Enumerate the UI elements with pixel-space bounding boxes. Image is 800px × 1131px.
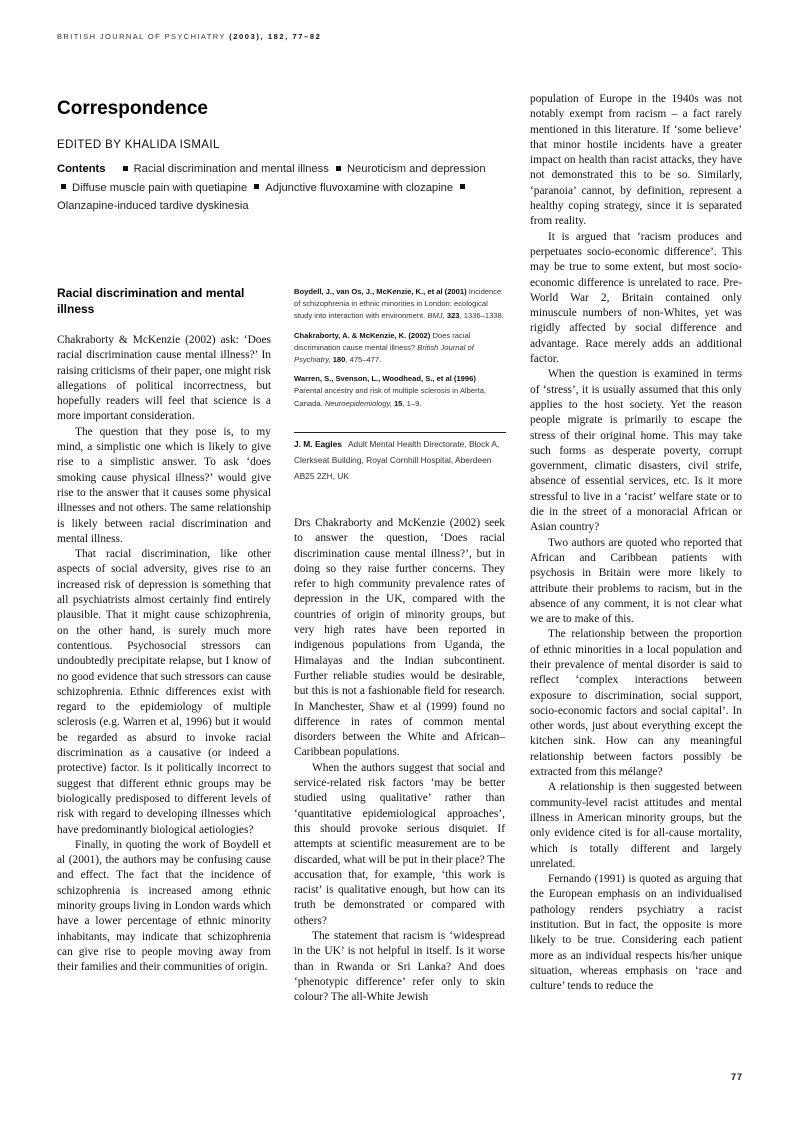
reference-pages: , 475–477. <box>345 355 382 365</box>
journal-citation: (2003), 182, 77–82 <box>229 32 322 41</box>
author-name: J. M. Eagles <box>294 439 342 449</box>
editor-line: EDITED BY KHALIDA ISMAIL <box>57 139 220 151</box>
bullet-square-icon <box>254 184 259 189</box>
contents-item: Racial discrimination and mental illness <box>133 163 329 175</box>
divider <box>294 432 506 433</box>
bullet-square-icon <box>460 184 465 189</box>
affiliation-text: Adult Mental Health Directorate, Block A, Clerkseat Building, Royal Cornhill Hospital, Aberdeen AB25 2ZH, UK <box>294 439 500 481</box>
page-title: Correspondence <box>57 98 208 119</box>
contents-list <box>57 160 497 216</box>
paragraph: The question that they pose is, to my mind, a simplistic one which is likely to give rise to a simplistic answer. To ask ‘does smoking cause physical illness?’ would give rise to the answer that it causes some physical illnesses and not others. The same relationship is likely between racial discrimination and mental illness. <box>57 425 271 545</box>
reference-item <box>294 286 506 323</box>
section-heading: Racial discrimination and mental illness <box>57 286 245 316</box>
reference-journal: BMJ, <box>427 311 445 321</box>
contents-item: Neuroticism and depression <box>346 163 486 175</box>
reference-volume: 180 <box>332 355 346 365</box>
contents-item: Olanzapine-induced tardive dyskinesia <box>57 200 249 212</box>
running-head <box>57 32 321 41</box>
letter1-body <box>57 333 271 975</box>
reference-volume: 15 <box>393 398 403 408</box>
paragraph: Chakraborty & McKenzie (2002) ask: ‘Does racial discrimination cause mental illness?’ In raising criticisms of their paper, one might risk allegations of political incorrectness, but hopefully readers will feel that science is a more important consideration. <box>57 334 271 423</box>
paragraph: Fernando (1991) is quoted as arguing that the European emphasis on an individualised pathology renders psychiatry a racist institution. But in fact, the opposite is more likely to be true. Considering each patient more as an individual respects his/her unique situation, whereas emphasis on ‘race and culture’ tends to reduce the <box>530 873 742 993</box>
contents-label: Contents <box>57 163 106 175</box>
page-number: 77 <box>731 1072 744 1082</box>
reference-volume: 323 <box>446 311 460 321</box>
paragraph: Finally, in quoting the work of Boydell et al (2001), the authors may be confusing cause and effect. The fact that the incidence of schizophrenia is increased among ethnic minority groups living in London wards which have a lower percentage of ethnic minority inhabitants, may indicate that schizophrenia can give rise to people moving away from their families and their communities of origin. <box>57 838 271 974</box>
paragraph: That racial discrimination, like other aspects of social adversity, gives rise to an increased risk of depression is something that all psychiatrists almost certainly find entirely plausible. That it might cause schizophrenia, on the other hand, is surely much more contentious. Psychosocial stressors can undoubtedly precipitate relapse, but I know of no good evidence that such stressors can cause schizophrenia. Ethnic differences exist with regard to the epidemiology of multiple sclerosis (e.g. Warren et al, 1996) but it would be regarded as absurd to invoke racial discrimination as a causative (or indeed a protective) factor. Is it politically incorrect to suggest that different ethnic groups may be biologically predisposed to different levels of risk with regard to developing illnesses which have predominantly biological aetiologies? <box>57 548 271 836</box>
reference-title: Parental ancestry and risk of multiple sclerosis in Alberta, Canada. <box>294 386 487 408</box>
journal-name: BRITISH JOURNAL OF PSYCHIATRY <box>57 32 226 41</box>
reference-authors: Boydell, J., van Os, J., McKenzie, K., et al (2001) <box>294 287 467 296</box>
paragraph: Drs Chakraborty and McKenzie (2002) seek to answer the question, ‘Does racial discrimination cause mental illness?’, but in doing so they raise further concerns. They refer to high community prevalence rates of depression in the UK, compared with the countries of origin of minority groups, but very high rates have been reported in indigenous populations from Uganda, the Himalayas and the Indian subcontinent. Further reliable studies would be desirable, but this is not a fashionable field for research. In Manchester, Shaw et al (1999) found no difference in rates of common mental disorders between the White and African–Caribbean populations. <box>294 517 505 759</box>
reference-title: Incidence of schizophrenia in ethnic minorities in London: ecological study into interaction with environment. <box>294 287 502 321</box>
reference-list <box>294 286 506 417</box>
letter2-body <box>294 516 505 1006</box>
reference-title: Does racial discrimination cause mental illness? <box>294 330 471 352</box>
reference-journal: Neuroepidemiology, <box>324 398 392 408</box>
reference-authors: Warren, S., Svenson, L., Woodhead, S., et al (1996) <box>294 374 476 384</box>
contents-item: Diffuse muscle pain with quetiapine <box>72 181 248 194</box>
reference-pages: , 1336–1338. <box>459 311 504 321</box>
reference-journal: British Journal of Psychiatry, <box>294 342 474 365</box>
bullet-square-icon <box>336 166 341 171</box>
paragraph: A relationship is then suggested between community-level racist attitudes and mental illness in American minority groups, but the only evidence cited is for all-cause mortality, which is totally different and largely unrelated. <box>530 781 742 870</box>
paragraph: Two authors are quoted who reported that African and Caribbean patients with psychosis in Britain were more likely to attribute their problems to racism, but in the absence of any comment, it is not clear what we are to make of this. <box>530 536 742 626</box>
bullet-square-icon <box>123 166 128 171</box>
reference-authors: Chakraborty, A. & McKenzie, K. (2002) <box>294 330 431 340</box>
author-affiliation <box>294 436 508 484</box>
paragraph: The statement that racism is ‘widespread in the UK’ is not helpful in itself. Is it worse than in Rwanda or Sri Lanka? And does ‘phenotypic difference’ refer only to skin colour? The all-White Jewish <box>294 930 505 1004</box>
reference-item <box>294 330 506 367</box>
reference-item <box>294 373 506 410</box>
paragraph: When the authors suggest that social and service-related risk factors ‘may be better studied using qualitative’ rather than ‘quantitative epidemiological approaches’, this should provoke serious disquiet. If attempts at scientific measurement are to be discarded, what will be put in their place? The accusation that, for example, ‘this work is racist’ is qualitative enough, but how can its truth be demonstrated or compared with others? <box>294 761 505 927</box>
paragraph: When the question is examined in terms of ‘stress’, it is usually assumed that this only applies to the host society. Yet the reason people migrate is primarily to escape the stress of their original home. This may take such forms as desperate poverty, corrupt government, climatic disasters, civil strife, absence of essential services, etc. Is it more stressful to live in a ‘racist’ welfare state or to die in the street of a monoracial African or Asian country? <box>530 368 742 534</box>
reference-pages: , 1–9. <box>402 398 422 408</box>
bullet-square-icon <box>61 184 66 189</box>
paragraph: The relationship between the proportion of ethnic minorities in a local population and their prevalence of mental disorder is said to reflect ‘complex interactions between exposure to discrimination, social support, socio-economic factors and social capital’. In other words, just about everything except the kitchen sink. How can any meaningful relationship between factors possibly be extracted from this mélange? <box>530 628 742 779</box>
paragraph: population of Europe in the 1940s was not notably exempt from racism – a fact rarely mentioned in this literature. If ‘some believe’ that minor hostile incidents have a greater impact on health than racist attacks, they have not demonstrated this to be so. Similarly, ‘paranoia’ cannot, by definition, represent a healthy coping strategy, since it is separated from reality. <box>530 93 742 228</box>
contents-item: Adjunctive fluvoxamine with clozapine <box>265 181 454 194</box>
paragraph: It is argued that ‘racism produces and perpetuates socio-economic difference’. This may be true to some extent, but most socio-economic difference is unrelated to race. Pre-World War 2, Britain contained only minuscule numbers of non-Whites, yet was rigidly affected by social difference and advantage. Race merely adds an additional factor. <box>530 230 742 366</box>
letter2-body-continued <box>530 92 742 995</box>
